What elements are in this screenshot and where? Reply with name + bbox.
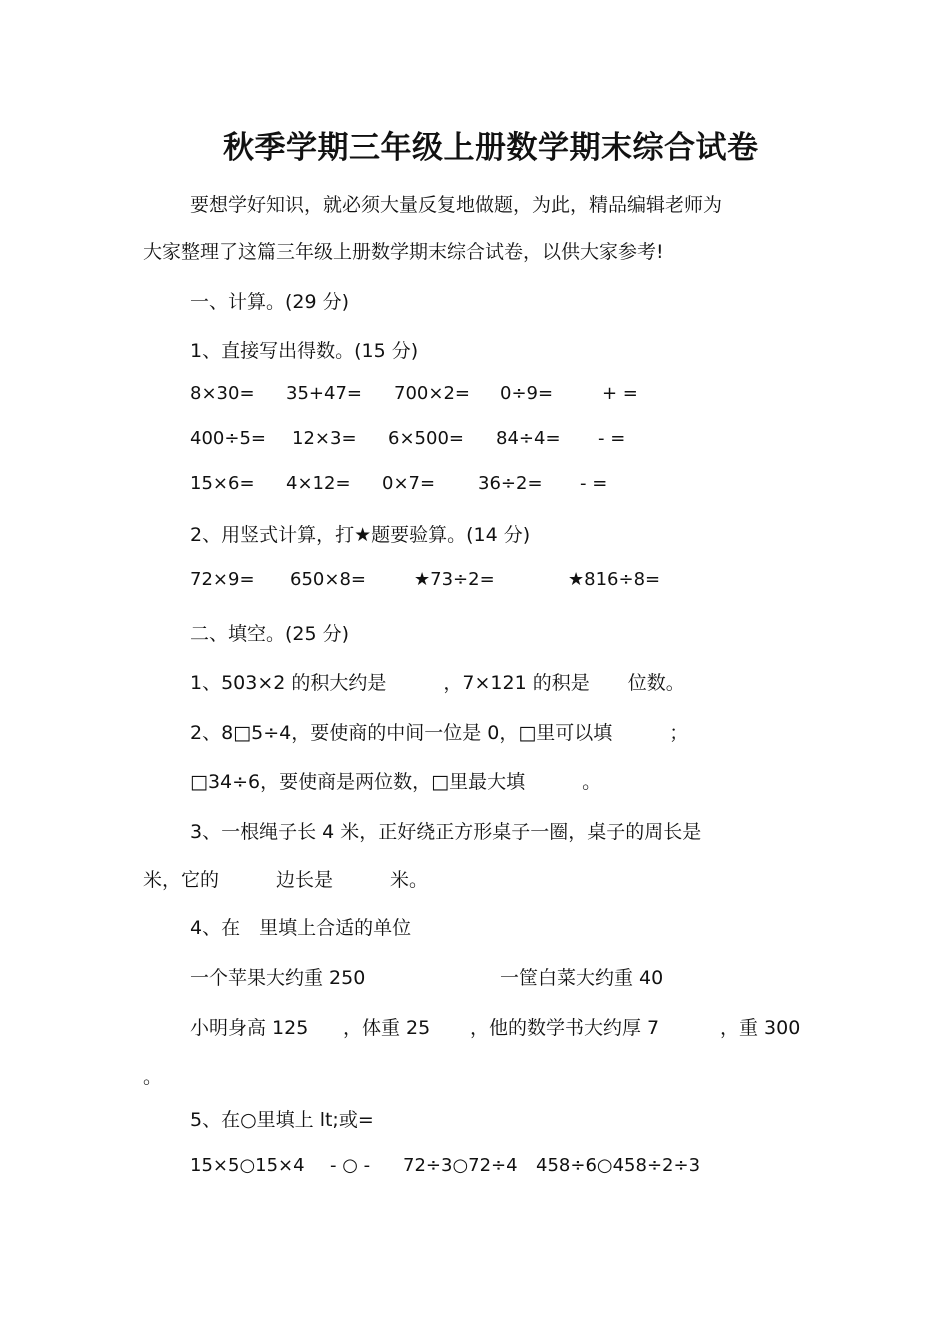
compare-item: - ○ -	[330, 1155, 371, 1176]
unit-item: 一筐白菜大约重 40	[500, 967, 664, 989]
compare-item: 72÷3○72÷4	[403, 1155, 518, 1176]
unit-item: 一个苹果大约重 250	[190, 967, 366, 989]
unit-item: ，重 300	[720, 1017, 801, 1039]
calc-item: 6×500=	[388, 428, 464, 449]
calc-item: 72×9=	[190, 569, 255, 590]
fill-3-line-2: 米，它的 边长是 米。	[143, 869, 429, 891]
fill-5: 5、在○里填上 lt;或=	[190, 1109, 374, 1131]
calc-item: - =	[580, 473, 608, 494]
fill-2b: □34÷6，要使商是两位数，□里最大填 。	[190, 771, 602, 793]
calc-item: 0×7=	[382, 473, 436, 494]
calc-item: 400÷5=	[190, 428, 266, 449]
fill-3-line-1: 3、一根绳子长 4 米，正好绕正方形桌子一圈，桌子的周长是	[190, 821, 702, 843]
question-2: 2、用竖式计算，打★题要验算。(14 分)	[190, 524, 531, 546]
calc-item: 12×3=	[292, 428, 357, 449]
unit-item: ，体重 25	[343, 1017, 431, 1039]
calc-item: 84÷4=	[496, 428, 561, 449]
compare-item: 458÷6○458÷2÷3	[536, 1155, 701, 1176]
question-1: 1、直接写出得数。(15 分)	[190, 340, 419, 362]
fill-4: 4、在 里填上合适的单位	[190, 917, 412, 939]
calc-item: - =	[598, 428, 626, 449]
unit-item: ，他的数学书大约厚 7	[470, 1017, 660, 1039]
compare-item: 15×5○15×4	[190, 1155, 305, 1176]
calc-item: 650×8=	[290, 569, 366, 590]
fill-2: 2、8□5÷4，要使商的中间一位是 0，□里可以填 ；	[190, 722, 689, 744]
calc-item: 35+47=	[286, 383, 362, 404]
calc-item: 700×2=	[394, 383, 470, 404]
intro-line-2: 大家整理了这篇三年级上册数学期末综合试卷，以供大家参考!	[143, 241, 664, 263]
section-2-heading: 二、填空。(25 分)	[190, 623, 350, 645]
calc-item: 0÷9=	[500, 383, 554, 404]
calc-item: ★816÷8=	[568, 569, 661, 590]
page-title: 秋季学期三年级上册数学期末综合试卷	[223, 130, 759, 166]
calc-item: 36÷2=	[478, 473, 543, 494]
fill-4-period: 。	[143, 1066, 163, 1088]
calc-item: 8×30=	[190, 383, 255, 404]
fill-1: 1、503×2 的积大约是 ，7×121 的积是 位数。	[190, 672, 685, 694]
section-1-heading: 一、计算。(29 分)	[190, 291, 350, 313]
unit-item: 小明身高 125	[190, 1017, 309, 1039]
calc-item: 4×12=	[286, 473, 351, 494]
calc-item: ★73÷2=	[414, 569, 495, 590]
intro-line-1: 要想学好知识，就必须大量反复地做题，为此，精品编辑老师为	[190, 194, 723, 216]
calc-item: + =	[602, 383, 638, 404]
calc-item: 15×6=	[190, 473, 255, 494]
